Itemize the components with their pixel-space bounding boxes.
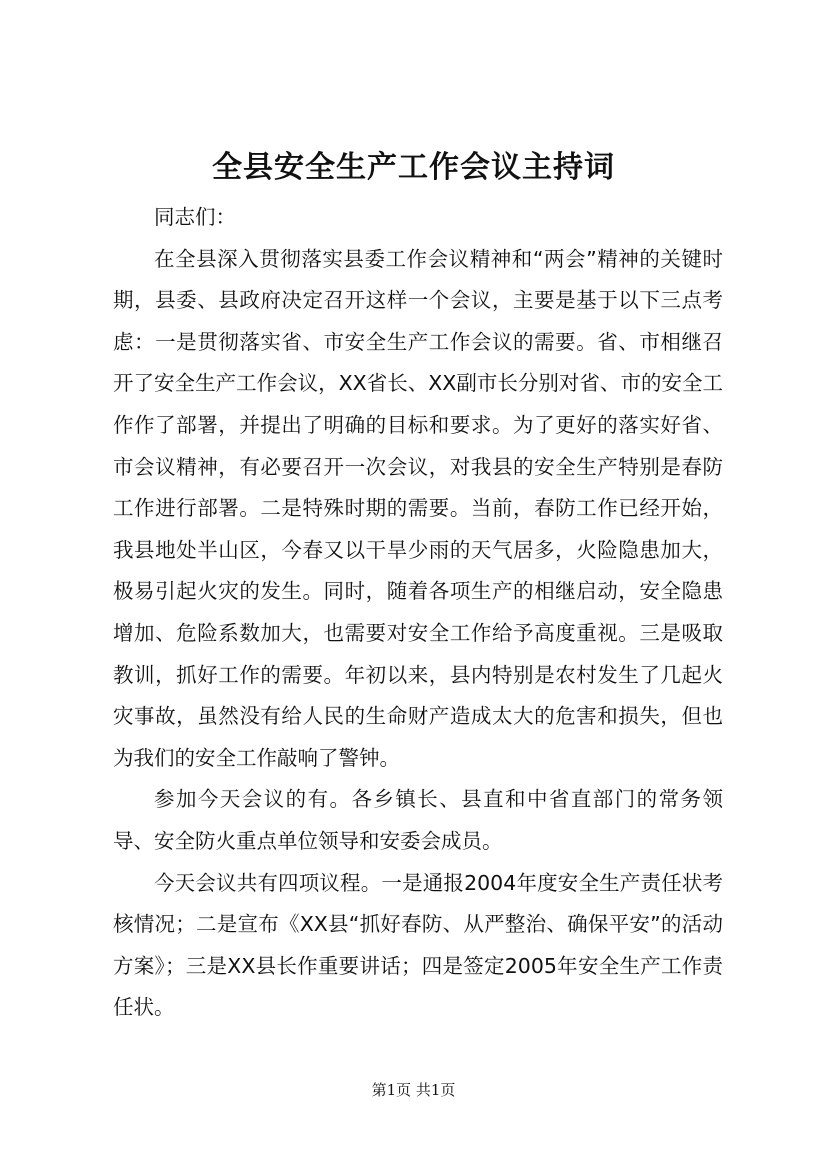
greeting: 同志们： xyxy=(154,205,236,229)
document-title: 全县安全生产工作会议主持词 xyxy=(212,150,615,185)
paragraph-attendees: 参加今天会议的有。各乡镇长、县直和中省直部门的常务领导、安全防火重点单位领导和安委会成员。 xyxy=(113,787,723,853)
paragraph-agenda: 今天会议共有四项议程。一是通报2004年度安全生产责任状考核情况；二是宣布《XX县“抓好春防、从严整治、确保平安”的活动方案》；三是XX县长作重要讲话；四是签定2005年安全生产工作责任状。 xyxy=(113,870,723,1020)
page-footer: 第1页 共1页 xyxy=(371,1081,456,1099)
paragraph-background: 在全县深入贯彻落实县委工作会议精神和“两会”精神的关键时期，县委、县政府决定召开这样一个会议，主要是基于以下三点考虑：一是贯彻落实省、市安全生产工作会议的需要。省、市相继召开了安全生产工作会议，XX省长、XX副市长分别对省、市的安全工作作了部署，并提出了明确的目标和要求。为了更好的落实好省、市会议精神，有必要召开一次会议，对我县的安全生产特别是春防工作进行部署。二是特殊时期的需要。当前，春防工作已经开始，我县地处半山区，今春又以干旱少雨的天气居多，火险隐患加大，极易引起火灾的发生。同时，随着各项生产的相继启动，安全隐患增加、危险系数加大，也需要对安全工作给予高度重视。三是吸取教训，抓好工作的需要。年初以来，县内特别是农村发生了几起火灾事故，虽然没有给人民的生命财产造成太大的危害和损失，但也为我们的安全工作敲响了警钟。 xyxy=(113,246,723,770)
document-body xyxy=(113,197,723,1029)
